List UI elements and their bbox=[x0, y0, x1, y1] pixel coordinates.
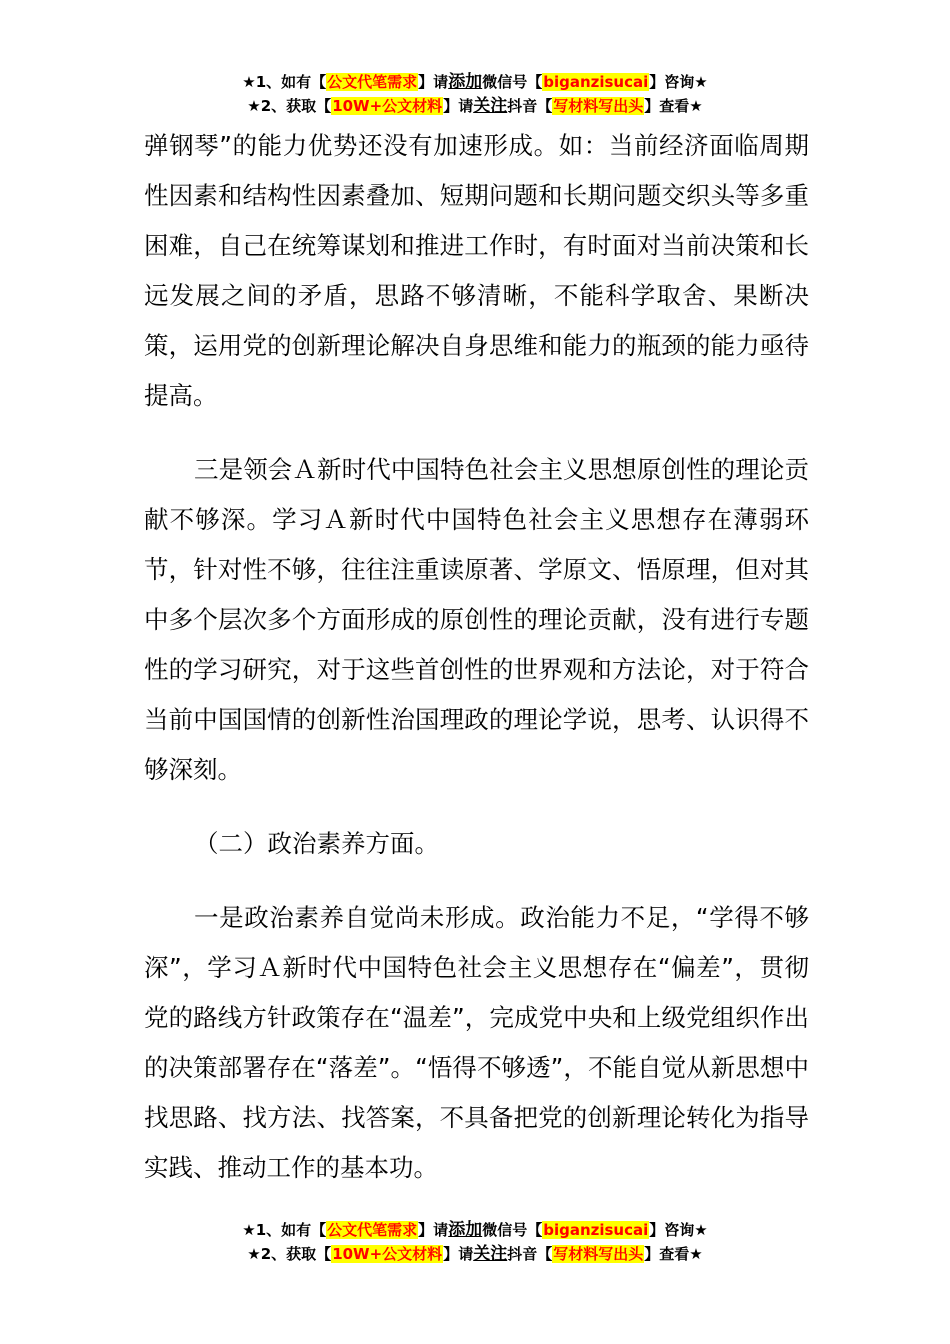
footer-banner bbox=[0, 1218, 950, 1266]
paragraph-point-three: 三是领会Ａ新时代中国特色社会主义思想原创性的理论贡献不够深。学习Ａ新时代中国特色社会主义思想存在薄弱环节，针对性不够，往往注重读原著、学原文、悟原理，但对其中多个层次多个方面形成的原创性的理论贡献，没有进行专题性的学习研究，对于这些首创性的世界观和方法论，对于符合当前中国国情的创新性治国理政的理论学说，思考、认识得不够深刻。 bbox=[144, 455, 809, 784]
footer-line-1-suffix: 】咨询★ bbox=[649, 1221, 708, 1239]
footer-line-2-emphasis: 关注 bbox=[473, 1244, 508, 1264]
footer-line-1-mid2: 微信号【 bbox=[482, 1221, 543, 1239]
section-heading-political-literacy: （二）政治素养方面。 bbox=[194, 829, 439, 858]
paragraph-continuation: 弹钢琴”的能力优势还没有加速形成。如：当前经济面临周期性因素和结构性因素叠加、短期问题和长期问题交织头等多重困难，自己在统筹谋划和推进工作时，有时面对当前决策和长远发展之间的矛盾，思路不够清晰，不能科学取舍、果断决策，运用党的创新理论解决自身思维和能力的瓶颈的能力亟待提高。 bbox=[144, 131, 809, 410]
footer-banner-line-2 bbox=[0, 1242, 950, 1266]
footer-line-1-mid: 】请 bbox=[418, 1221, 449, 1239]
document-body bbox=[144, 121, 809, 1193]
footer-line-2-highlight-douyin: 写材料写出头 bbox=[553, 1245, 644, 1263]
banner-line-2-prefix: ★2、获取【 bbox=[247, 97, 332, 115]
header-banner bbox=[0, 70, 950, 118]
banner-line-2 bbox=[0, 94, 950, 118]
banner-line-1-mid2: 微信号【 bbox=[482, 73, 543, 91]
banner-line-1-mid: 】请 bbox=[418, 73, 449, 91]
banner-line-1-suffix: 】咨询★ bbox=[649, 73, 708, 91]
footer-line-2-mid: 】请 bbox=[443, 1245, 474, 1263]
footer-line-2-prefix: ★2、获取【 bbox=[247, 1245, 332, 1263]
banner-line-1-highlight-wechat: biganzisucai bbox=[543, 73, 649, 91]
banner-line-2-mid: 】请 bbox=[443, 97, 474, 115]
footer-line-1-highlight-service: 公文代笔需求 bbox=[327, 1221, 418, 1239]
footer-line-2-suffix: 】查看★ bbox=[644, 1245, 703, 1263]
banner-line-1-prefix: ★1、如有【 bbox=[242, 73, 327, 91]
footer-line-1-highlight-wechat: biganzisucai bbox=[543, 1221, 649, 1239]
banner-line-1-emphasis: 添加 bbox=[448, 72, 483, 92]
footer-line-1-prefix: ★1、如有【 bbox=[242, 1221, 327, 1239]
footer-banner-line-1 bbox=[0, 1218, 950, 1242]
footer-line-1-emphasis: 添加 bbox=[448, 1220, 483, 1240]
banner-line-2-highlight-douyin: 写材料写出头 bbox=[553, 97, 644, 115]
banner-line-2-suffix: 】查看★ bbox=[644, 97, 703, 115]
banner-line-1-highlight-service: 公文代笔需求 bbox=[327, 73, 418, 91]
banner-line-2-mid2: 抖音【 bbox=[507, 97, 553, 115]
banner-line-1 bbox=[0, 70, 950, 94]
banner-line-2-highlight-materials: 10W+公文材料 bbox=[332, 97, 443, 115]
footer-line-2-highlight-materials: 10W+公文材料 bbox=[332, 1245, 443, 1263]
paragraph-point-one: 一是政治素养自觉尚未形成。政治能力不足，“学得不够深”，学习Ａ新时代中国特色社会主义思想存在“偏差”，贯彻党的路线方针政策存在“温差”，完成党中央和上级党组织作出的决策部署存在“落差”。“悟得不够透”，不能自觉从新思想中找思路、找方法、找答案，不具备把党的创新理论转化为指导实践、推动工作的基本功。 bbox=[144, 903, 809, 1182]
banner-line-2-emphasis: 关注 bbox=[473, 96, 508, 116]
footer-line-2-mid2: 抖音【 bbox=[507, 1245, 553, 1263]
